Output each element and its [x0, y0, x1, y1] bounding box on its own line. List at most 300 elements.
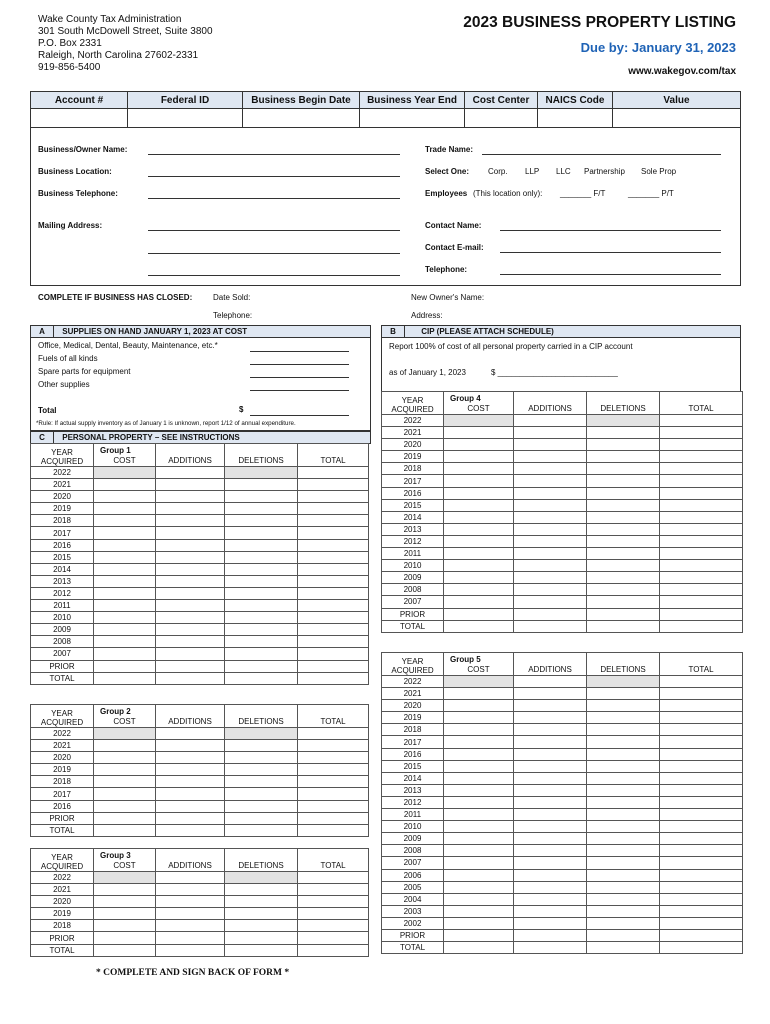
deletions-cell[interactable] [587, 560, 660, 572]
additions-cell[interactable] [514, 736, 587, 748]
cost-cell[interactable] [444, 676, 514, 688]
total-cell[interactable] [298, 527, 369, 539]
deletions-cell[interactable] [587, 748, 660, 760]
total-cell[interactable] [298, 672, 369, 684]
total-cell[interactable] [298, 515, 369, 527]
total-cell[interactable] [298, 788, 369, 800]
total-cell[interactable] [298, 728, 369, 740]
deletions-cell[interactable] [225, 648, 298, 660]
cost-cell[interactable] [444, 560, 514, 572]
total-cell[interactable] [660, 700, 743, 712]
cost-cell[interactable] [444, 857, 514, 869]
additions-cell[interactable] [514, 712, 587, 724]
deletions-cell[interactable] [587, 942, 660, 954]
cost-cell[interactable] [94, 660, 156, 672]
total-cell[interactable] [298, 800, 369, 812]
cost-cell[interactable] [444, 439, 514, 451]
additions-cell[interactable] [156, 587, 225, 599]
cip-amount-field[interactable]: $ ___________________________ [491, 368, 618, 377]
cost-cell[interactable] [94, 932, 156, 944]
additions-cell[interactable] [156, 752, 225, 764]
contact-email-field[interactable] [500, 252, 721, 253]
cost-cell[interactable] [444, 821, 514, 833]
deletions-cell[interactable] [587, 821, 660, 833]
additions-cell[interactable] [156, 527, 225, 539]
cost-cell[interactable] [94, 800, 156, 812]
additions-cell[interactable] [514, 833, 587, 845]
supply-total-field[interactable] [250, 415, 349, 416]
option-sole-prop[interactable]: Sole Prop [641, 167, 677, 176]
total-cell[interactable] [660, 893, 743, 905]
cost-cell[interactable] [94, 872, 156, 884]
cost-cell[interactable] [444, 596, 514, 608]
cost-cell[interactable] [444, 893, 514, 905]
deletions-cell[interactable] [587, 857, 660, 869]
total-cell[interactable] [298, 740, 369, 752]
deletions-cell[interactable] [225, 812, 298, 824]
cost-cell[interactable] [444, 869, 514, 881]
total-cell[interactable] [298, 551, 369, 563]
additions-cell[interactable] [156, 636, 225, 648]
total-cell[interactable] [660, 821, 743, 833]
cost-cell[interactable] [444, 845, 514, 857]
total-cell[interactable] [298, 660, 369, 672]
cost-cell[interactable] [94, 672, 156, 684]
total-cell[interactable] [660, 676, 743, 688]
total-cell[interactable] [298, 491, 369, 503]
additions-cell[interactable] [514, 700, 587, 712]
total-cell[interactable] [660, 917, 743, 929]
cost-cell[interactable] [94, 527, 156, 539]
cost-cell[interactable] [444, 881, 514, 893]
contact-phone-field[interactable] [500, 274, 721, 275]
additions-cell[interactable] [514, 748, 587, 760]
additions-cell[interactable] [514, 845, 587, 857]
deletions-cell[interactable] [225, 515, 298, 527]
cost-cell[interactable] [444, 760, 514, 772]
additions-cell[interactable] [514, 784, 587, 796]
cost-cell[interactable] [94, 944, 156, 956]
deletions-cell[interactable] [225, 788, 298, 800]
total-cell[interactable] [660, 736, 743, 748]
contact-name-field[interactable] [500, 230, 721, 231]
additions-cell[interactable] [156, 884, 225, 896]
cost-cell[interactable] [444, 463, 514, 475]
additions-cell[interactable] [156, 479, 225, 491]
total-cell[interactable] [660, 620, 743, 632]
deletions-cell[interactable] [225, 800, 298, 812]
trade-name-field[interactable] [482, 154, 721, 155]
additions-cell[interactable] [156, 908, 225, 920]
cost-cell[interactable] [444, 905, 514, 917]
deletions-cell[interactable] [225, 636, 298, 648]
deletions-cell[interactable] [225, 660, 298, 672]
additions-cell[interactable] [514, 809, 587, 821]
cost-cell[interactable] [444, 427, 514, 439]
total-cell[interactable] [298, 612, 369, 624]
total-cell[interactable] [660, 869, 743, 881]
cost-cell[interactable] [444, 772, 514, 784]
option-llp[interactable]: LLP [525, 167, 540, 176]
deletions-cell[interactable] [225, 932, 298, 944]
cost-cell[interactable] [444, 796, 514, 808]
deletions-cell[interactable] [225, 563, 298, 575]
deletions-cell[interactable] [225, 479, 298, 491]
additions-cell[interactable] [156, 672, 225, 684]
additions-cell[interactable] [514, 929, 587, 941]
supply-field-1[interactable] [250, 351, 349, 352]
additions-cell[interactable] [156, 740, 225, 752]
cost-cell[interactable] [444, 572, 514, 584]
cost-cell[interactable] [94, 624, 156, 636]
total-cell[interactable] [660, 772, 743, 784]
total-cell[interactable] [298, 764, 369, 776]
cost-cell[interactable] [444, 942, 514, 954]
cost-cell[interactable] [94, 612, 156, 624]
total-cell[interactable] [298, 600, 369, 612]
deletions-cell[interactable] [587, 917, 660, 929]
additions-cell[interactable] [156, 776, 225, 788]
deletions-cell[interactable] [587, 929, 660, 941]
additions-cell[interactable] [514, 676, 587, 688]
total-cell[interactable] [298, 624, 369, 636]
cost-cell[interactable] [444, 523, 514, 535]
total-cell[interactable] [298, 575, 369, 587]
cost-cell[interactable] [444, 608, 514, 620]
cost-cell[interactable] [444, 584, 514, 596]
deletions-cell[interactable] [587, 487, 660, 499]
deletions-cell[interactable] [225, 884, 298, 896]
deletions-cell[interactable] [587, 833, 660, 845]
additions-cell[interactable] [156, 788, 225, 800]
deletions-cell[interactable] [587, 596, 660, 608]
additions-cell[interactable] [514, 548, 587, 560]
additions-cell[interactable] [514, 523, 587, 535]
total-cell[interactable] [298, 776, 369, 788]
cost-cell[interactable] [444, 620, 514, 632]
mailing-field-3[interactable] [148, 275, 400, 276]
mailing-field-1[interactable] [148, 230, 400, 231]
total-cell[interactable] [298, 824, 369, 836]
total-cell[interactable] [660, 760, 743, 772]
additions-cell[interactable] [156, 503, 225, 515]
deletions-cell[interactable] [587, 796, 660, 808]
total-cell[interactable] [298, 563, 369, 575]
full-time-field[interactable]: _______ F/T [560, 189, 606, 198]
deletions-cell[interactable] [587, 439, 660, 451]
cost-cell[interactable] [444, 688, 514, 700]
additions-cell[interactable] [514, 584, 587, 596]
deletions-cell[interactable] [587, 572, 660, 584]
cost-cell[interactable] [444, 833, 514, 845]
deletions-cell[interactable] [587, 724, 660, 736]
cost-cell[interactable] [94, 636, 156, 648]
additions-cell[interactable] [156, 800, 225, 812]
cost-cell[interactable] [94, 648, 156, 660]
cost-cell[interactable] [94, 896, 156, 908]
total-cell[interactable] [298, 944, 369, 956]
total-cell[interactable] [660, 535, 743, 547]
additions-cell[interactable] [156, 728, 225, 740]
additions-cell[interactable] [156, 872, 225, 884]
additions-cell[interactable] [156, 812, 225, 824]
deletions-cell[interactable] [225, 728, 298, 740]
location-field[interactable] [148, 176, 400, 177]
additions-cell[interactable] [514, 596, 587, 608]
additions-cell[interactable] [156, 824, 225, 836]
cost-cell[interactable] [444, 511, 514, 523]
deletions-cell[interactable] [225, 908, 298, 920]
additions-cell[interactable] [514, 427, 587, 439]
cost-cell[interactable] [94, 788, 156, 800]
additions-cell[interactable] [514, 572, 587, 584]
total-cell[interactable] [660, 748, 743, 760]
deletions-cell[interactable] [587, 511, 660, 523]
deletions-cell[interactable] [225, 672, 298, 684]
additions-cell[interactable] [514, 905, 587, 917]
cost-cell[interactable] [94, 752, 156, 764]
additions-cell[interactable] [514, 881, 587, 893]
cost-cell[interactable] [94, 824, 156, 836]
deletions-cell[interactable] [587, 608, 660, 620]
additions-cell[interactable] [514, 608, 587, 620]
additions-cell[interactable] [156, 491, 225, 503]
total-cell[interactable] [660, 796, 743, 808]
deletions-cell[interactable] [225, 824, 298, 836]
additions-cell[interactable] [514, 560, 587, 572]
total-cell[interactable] [660, 463, 743, 475]
cost-cell[interactable] [444, 451, 514, 463]
deletions-cell[interactable] [587, 451, 660, 463]
additions-cell[interactable] [514, 893, 587, 905]
total-cell[interactable] [660, 688, 743, 700]
cost-cell[interactable] [444, 784, 514, 796]
deletions-cell[interactable] [587, 415, 660, 427]
cost-cell[interactable] [444, 712, 514, 724]
option-partnership[interactable]: Partnership [584, 167, 625, 176]
deletions-cell[interactable] [587, 809, 660, 821]
additions-cell[interactable] [514, 688, 587, 700]
additions-cell[interactable] [156, 932, 225, 944]
deletions-cell[interactable] [225, 491, 298, 503]
deletions-cell[interactable] [587, 535, 660, 547]
additions-cell[interactable] [156, 896, 225, 908]
deletions-cell[interactable] [225, 944, 298, 956]
total-cell[interactable] [298, 587, 369, 599]
cost-cell[interactable] [444, 415, 514, 427]
cost-cell[interactable] [444, 917, 514, 929]
deletions-cell[interactable] [587, 905, 660, 917]
deletions-cell[interactable] [225, 612, 298, 624]
total-cell[interactable] [298, 932, 369, 944]
cost-cell[interactable] [94, 479, 156, 491]
deletions-cell[interactable] [225, 752, 298, 764]
total-cell[interactable] [660, 712, 743, 724]
cost-cell[interactable] [94, 491, 156, 503]
additions-cell[interactable] [156, 563, 225, 575]
total-cell[interactable] [660, 942, 743, 954]
additions-cell[interactable] [156, 764, 225, 776]
additions-cell[interactable] [156, 660, 225, 672]
total-cell[interactable] [298, 648, 369, 660]
total-cell[interactable] [660, 475, 743, 487]
deletions-cell[interactable] [225, 920, 298, 932]
additions-cell[interactable] [514, 869, 587, 881]
deletions-cell[interactable] [225, 624, 298, 636]
additions-cell[interactable] [514, 499, 587, 511]
deletions-cell[interactable] [587, 584, 660, 596]
cost-cell[interactable] [94, 776, 156, 788]
deletions-cell[interactable] [587, 881, 660, 893]
additions-cell[interactable] [156, 575, 225, 587]
deletions-cell[interactable] [225, 776, 298, 788]
total-cell[interactable] [298, 908, 369, 920]
total-cell[interactable] [660, 809, 743, 821]
mailing-field-2[interactable] [148, 253, 400, 254]
deletions-cell[interactable] [225, 600, 298, 612]
cost-cell[interactable] [94, 728, 156, 740]
supply-field-4[interactable] [250, 390, 349, 391]
additions-cell[interactable] [514, 942, 587, 954]
total-cell[interactable] [660, 451, 743, 463]
cost-cell[interactable] [94, 575, 156, 587]
total-cell[interactable] [660, 881, 743, 893]
total-cell[interactable] [660, 523, 743, 535]
deletions-cell[interactable] [225, 764, 298, 776]
option-llc[interactable]: LLC [556, 167, 571, 176]
cost-cell[interactable] [444, 499, 514, 511]
total-cell[interactable] [660, 487, 743, 499]
cost-cell[interactable] [94, 920, 156, 932]
additions-cell[interactable] [514, 475, 587, 487]
supply-field-3[interactable] [250, 377, 349, 378]
cost-cell[interactable] [94, 503, 156, 515]
additions-cell[interactable] [156, 920, 225, 932]
total-cell[interactable] [660, 724, 743, 736]
additions-cell[interactable] [156, 624, 225, 636]
supply-field-2[interactable] [250, 364, 349, 365]
deletions-cell[interactable] [587, 499, 660, 511]
deletions-cell[interactable] [225, 503, 298, 515]
total-cell[interactable] [298, 479, 369, 491]
part-time-field[interactable]: _______ P/T [628, 189, 674, 198]
total-cell[interactable] [660, 608, 743, 620]
cost-cell[interactable] [94, 812, 156, 824]
deletions-cell[interactable] [587, 893, 660, 905]
deletions-cell[interactable] [587, 700, 660, 712]
additions-cell[interactable] [514, 535, 587, 547]
total-cell[interactable] [660, 572, 743, 584]
total-cell[interactable] [298, 872, 369, 884]
additions-cell[interactable] [514, 772, 587, 784]
additions-cell[interactable] [514, 487, 587, 499]
additions-cell[interactable] [514, 796, 587, 808]
additions-cell[interactable] [156, 648, 225, 660]
option-corp[interactable]: Corp. [488, 167, 508, 176]
total-cell[interactable] [298, 467, 369, 479]
total-cell[interactable] [298, 812, 369, 824]
total-cell[interactable] [660, 929, 743, 941]
deletions-cell[interactable] [225, 896, 298, 908]
cost-cell[interactable] [94, 539, 156, 551]
total-cell[interactable] [298, 920, 369, 932]
deletions-cell[interactable] [225, 551, 298, 563]
cost-cell[interactable] [444, 700, 514, 712]
cost-cell[interactable] [94, 740, 156, 752]
total-cell[interactable] [660, 584, 743, 596]
additions-cell[interactable] [514, 439, 587, 451]
total-cell[interactable] [660, 415, 743, 427]
additions-cell[interactable] [514, 511, 587, 523]
deletions-cell[interactable] [587, 736, 660, 748]
deletions-cell[interactable] [225, 527, 298, 539]
cost-cell[interactable] [94, 600, 156, 612]
total-cell[interactable] [298, 896, 369, 908]
deletions-cell[interactable] [587, 772, 660, 784]
total-cell[interactable] [298, 636, 369, 648]
additions-cell[interactable] [156, 515, 225, 527]
deletions-cell[interactable] [225, 872, 298, 884]
additions-cell[interactable] [514, 463, 587, 475]
cost-cell[interactable] [94, 563, 156, 575]
deletions-cell[interactable] [225, 587, 298, 599]
deletions-cell[interactable] [587, 688, 660, 700]
cost-cell[interactable] [444, 809, 514, 821]
telephone-field[interactable] [148, 198, 400, 199]
total-cell[interactable] [660, 511, 743, 523]
cost-cell[interactable] [444, 929, 514, 941]
total-cell[interactable] [660, 548, 743, 560]
total-cell[interactable] [298, 503, 369, 515]
deletions-cell[interactable] [587, 523, 660, 535]
cost-cell[interactable] [444, 487, 514, 499]
deletions-cell[interactable] [587, 676, 660, 688]
deletions-cell[interactable] [225, 539, 298, 551]
additions-cell[interactable] [156, 467, 225, 479]
additions-cell[interactable] [514, 620, 587, 632]
total-cell[interactable] [660, 845, 743, 857]
additions-cell[interactable] [514, 857, 587, 869]
deletions-cell[interactable] [587, 760, 660, 772]
deletions-cell[interactable] [587, 869, 660, 881]
deletions-cell[interactable] [587, 620, 660, 632]
total-cell[interactable] [660, 560, 743, 572]
additions-cell[interactable] [514, 724, 587, 736]
cost-cell[interactable] [444, 535, 514, 547]
cost-cell[interactable] [444, 748, 514, 760]
total-cell[interactable] [660, 427, 743, 439]
deletions-cell[interactable] [225, 575, 298, 587]
cost-cell[interactable] [444, 475, 514, 487]
deletions-cell[interactable] [587, 548, 660, 560]
total-cell[interactable] [660, 784, 743, 796]
cost-cell[interactable] [444, 736, 514, 748]
cost-cell[interactable] [94, 884, 156, 896]
total-cell[interactable] [660, 439, 743, 451]
additions-cell[interactable] [514, 821, 587, 833]
additions-cell[interactable] [514, 760, 587, 772]
deletions-cell[interactable] [587, 463, 660, 475]
deletions-cell[interactable] [587, 475, 660, 487]
additions-cell[interactable] [514, 451, 587, 463]
cost-cell[interactable] [94, 551, 156, 563]
total-cell[interactable] [660, 905, 743, 917]
deletions-cell[interactable] [587, 845, 660, 857]
deletions-cell[interactable] [225, 467, 298, 479]
total-cell[interactable] [298, 752, 369, 764]
additions-cell[interactable] [156, 539, 225, 551]
additions-cell[interactable] [156, 612, 225, 624]
